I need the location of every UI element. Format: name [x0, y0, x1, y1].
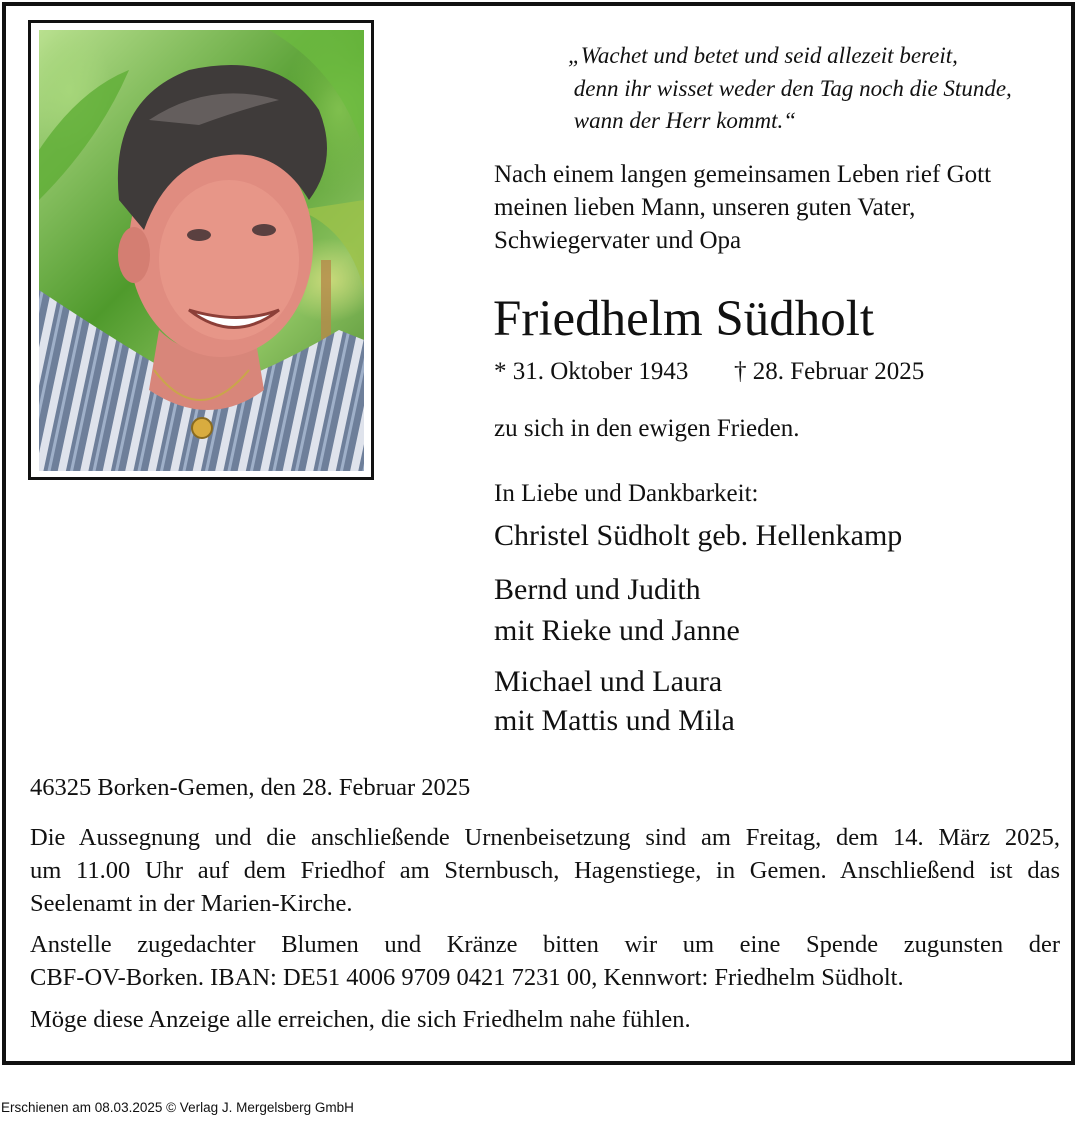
portrait-illustration	[39, 30, 364, 471]
family-group-2-line-2: mit Mattis und Mila	[494, 704, 735, 737]
ceremony-line-2: um 11.00 Uhr auf dem Friedhof am Sternbusch, Hagenstiege, in Gemen. Anschließend ist das	[30, 857, 1060, 884]
portrait-photo	[39, 30, 364, 471]
bible-quote	[568, 40, 1068, 138]
quote-line-1: „Wachet und betet und seid allezeit bereit,	[568, 43, 958, 68]
ceremony-line-1: Die Aussegnung und die anschließende Urnenbeisetzung sind am Freitag, dem 14. März 2025,	[30, 824, 1060, 851]
family-group-1-line-1: Bernd und Judith	[494, 573, 701, 606]
peace-text: zu sich in den ewigen Frieden.	[494, 415, 800, 442]
family-group-1-line-2: mit Rieke und Janne	[494, 614, 740, 647]
gratitude-text: In Liebe und Dankbarkeit:	[494, 480, 759, 507]
publication-footer: Erschienen am 08.03.2025 © Verlag J. Mergelsberg GmbH	[1, 1100, 354, 1115]
quote-line-2: denn ihr wisset weder den Tag noch die Stunde,	[568, 75, 1012, 101]
intro-line-2: meinen lieben Mann, unseren guten Vater,	[494, 194, 916, 221]
birth-date: * 31. Oktober 1943	[494, 358, 689, 385]
intro-line-3: Schwiegervater und Opa	[494, 227, 742, 254]
family-spouse: Christel Südholt geb. Hellenkamp	[494, 519, 903, 552]
ceremony-line-3: Seelenamt in der Marien-Kirche.	[30, 890, 353, 917]
intro-line-1: Nach einem langen gemeinsamen Leben rief Gott	[494, 161, 992, 188]
portrait-frame	[28, 20, 374, 480]
quote-line-3: wann der Herr kommt.“	[568, 108, 797, 133]
death-date: † 28. Februar 2025	[734, 358, 925, 385]
family-group-2-line-1: Michael und Laura	[494, 665, 723, 698]
obituary-frame	[2, 2, 1075, 1065]
deceased-name: Friedhelm Südholt	[493, 291, 875, 347]
place-date: 46325 Borken-Gemen, den 28. Februar 2025	[30, 774, 471, 801]
donation-line-2: CBF-OV-Borken. IBAN: DE51 4006 9709 0421 7231 00, Kennwort: Friedhelm Südholt.	[30, 964, 904, 991]
closing-text: Möge diese Anzeige alle erreichen, die sich Friedhelm nahe fühlen.	[30, 1006, 691, 1033]
donation-line-1: Anstelle zugedachter Blumen und Kränze bitten wir um eine Spende zugunsten der	[30, 931, 1060, 958]
